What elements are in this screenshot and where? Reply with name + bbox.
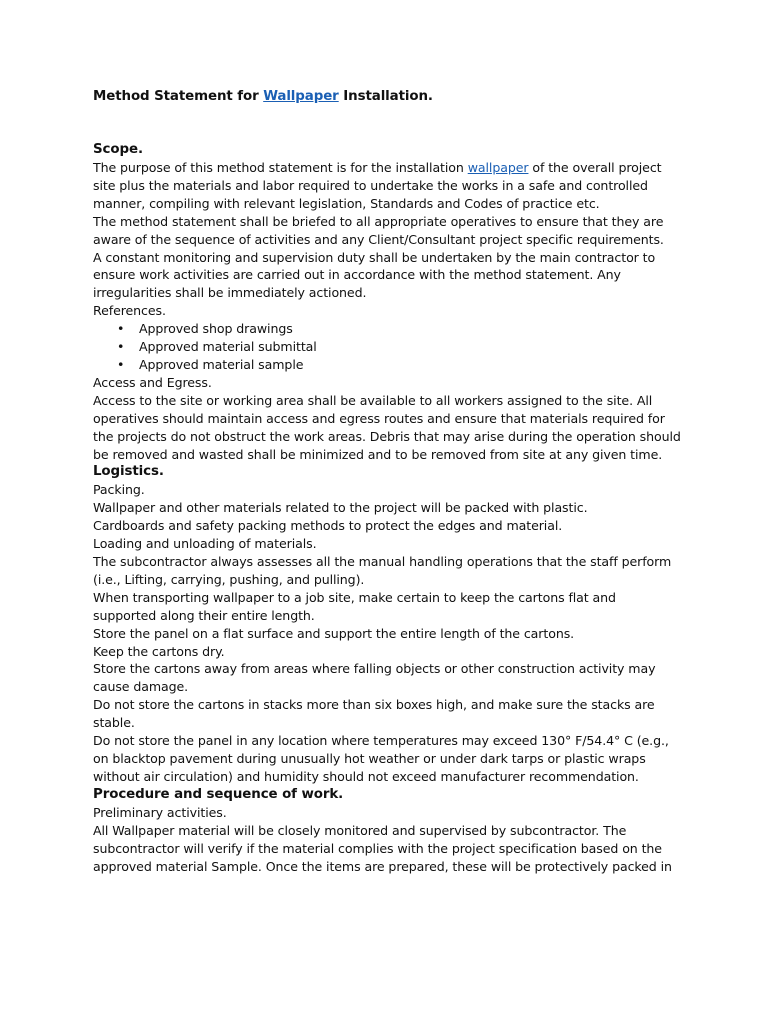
spacer <box>93 107 683 141</box>
scope-paragraph-3: A constant monitoring and supervision duty shall be undertaken by the main contractor to ensure work activities are carried out in accordance with the method statement. Any irregularities shall be immediately actioned. <box>93 249 656 301</box>
access-paragraph: Access to the site or working area shall be available to all workers assigned to the site. All operatives should maintain access and egress routes and ensure that materials required for the projects do not obstruct the work areas. Debris that may arise during the operation should be removed and wasted shall be minimized and to be removed from site at any given time. <box>93 392 681 462</box>
list-item: • Approved material sample <box>139 356 683 374</box>
scope-heading: Scope. <box>93 142 143 157</box>
title-prefix: Method Statement for <box>93 89 264 104</box>
list-item: • Approved material submittal <box>139 338 683 356</box>
scope-p1-suffix: of the overall project site plus the materials and labor required to undertake the works in a safe and controlled manner, compiling with relevant legislation, Standards and Codes of practice etc. <box>93 160 662 211</box>
logistics-heading: Logistics. <box>93 464 164 480</box>
packing-paragraph-2: Cardboards and safety packing methods to protect the edges and material. <box>93 518 563 534</box>
scope-p1-prefix: The purpose of this method statement is for the installation <box>93 160 468 175</box>
scope-paragraph-2: The method statement shall be briefed to all appropriate operatives to ensure that they are aware of the sequence of activities and any Client/Consultant project specific requirements. <box>93 213 664 247</box>
title-suffix: Installation. <box>338 89 433 104</box>
loading-label: Loading and unloading of materials. <box>93 536 317 552</box>
document-page <box>93 85 683 875</box>
document-title <box>93 87 683 107</box>
loading-paragraph-7: Do not store the panel in any location where temperatures may exceed 130° F/54.4° C (e.g., on blacktop pavement during unusually hot weather or under dark tarps or plastic wraps without air circulation) and humidity should not exceed manufacturer recommendation. <box>93 733 669 784</box>
scope-paragraph-1 <box>93 159 683 213</box>
access-label: Access and Egress. <box>93 374 212 390</box>
loading-paragraph-3: Store the panel on a flat surface and support the entire length of the cartons. <box>93 625 575 641</box>
scope-wallpaper-link[interactable]: wallpaper <box>467 160 529 175</box>
preliminary-label: Preliminary activities. <box>93 804 227 820</box>
references-label: References. <box>93 303 166 319</box>
references-list <box>93 320 683 374</box>
list-item: • Approved shop drawings <box>139 320 683 338</box>
title-wallpaper-link[interactable]: Wallpaper <box>263 89 339 104</box>
preliminary-paragraph-1: All Wallpaper material will be closely monitored and supervised by subcontractor. The subcontractor will verify if the material complies with the project specification based on the approved material Sample. Once the items are prepared, these will be protectively packed in <box>93 822 672 874</box>
loading-paragraph-2: When transporting wallpaper to a job site, make certain to keep the cartons flat and supported along their entire length. <box>93 589 616 623</box>
packing-label: Packing. <box>93 482 145 498</box>
packing-paragraph-1: Wallpaper and other materials related to the project will be packed with plastic. <box>93 500 588 516</box>
loading-paragraph-1: The subcontractor always assesses all the manual handling operations that the staff perform (i.e., Lifting, carrying, pushing, and pulling). <box>93 554 672 587</box>
loading-paragraph-5: Store the cartons away from areas where falling objects or other construction activity may cause damage. <box>93 661 656 695</box>
procedure-heading: Procedure and sequence of work. <box>93 786 344 802</box>
loading-paragraph-6: Do not store the cartons in stacks more than six boxes high, and make sure the stacks are stable. <box>93 697 655 731</box>
loading-paragraph-4: Keep the cartons dry. <box>93 643 225 659</box>
